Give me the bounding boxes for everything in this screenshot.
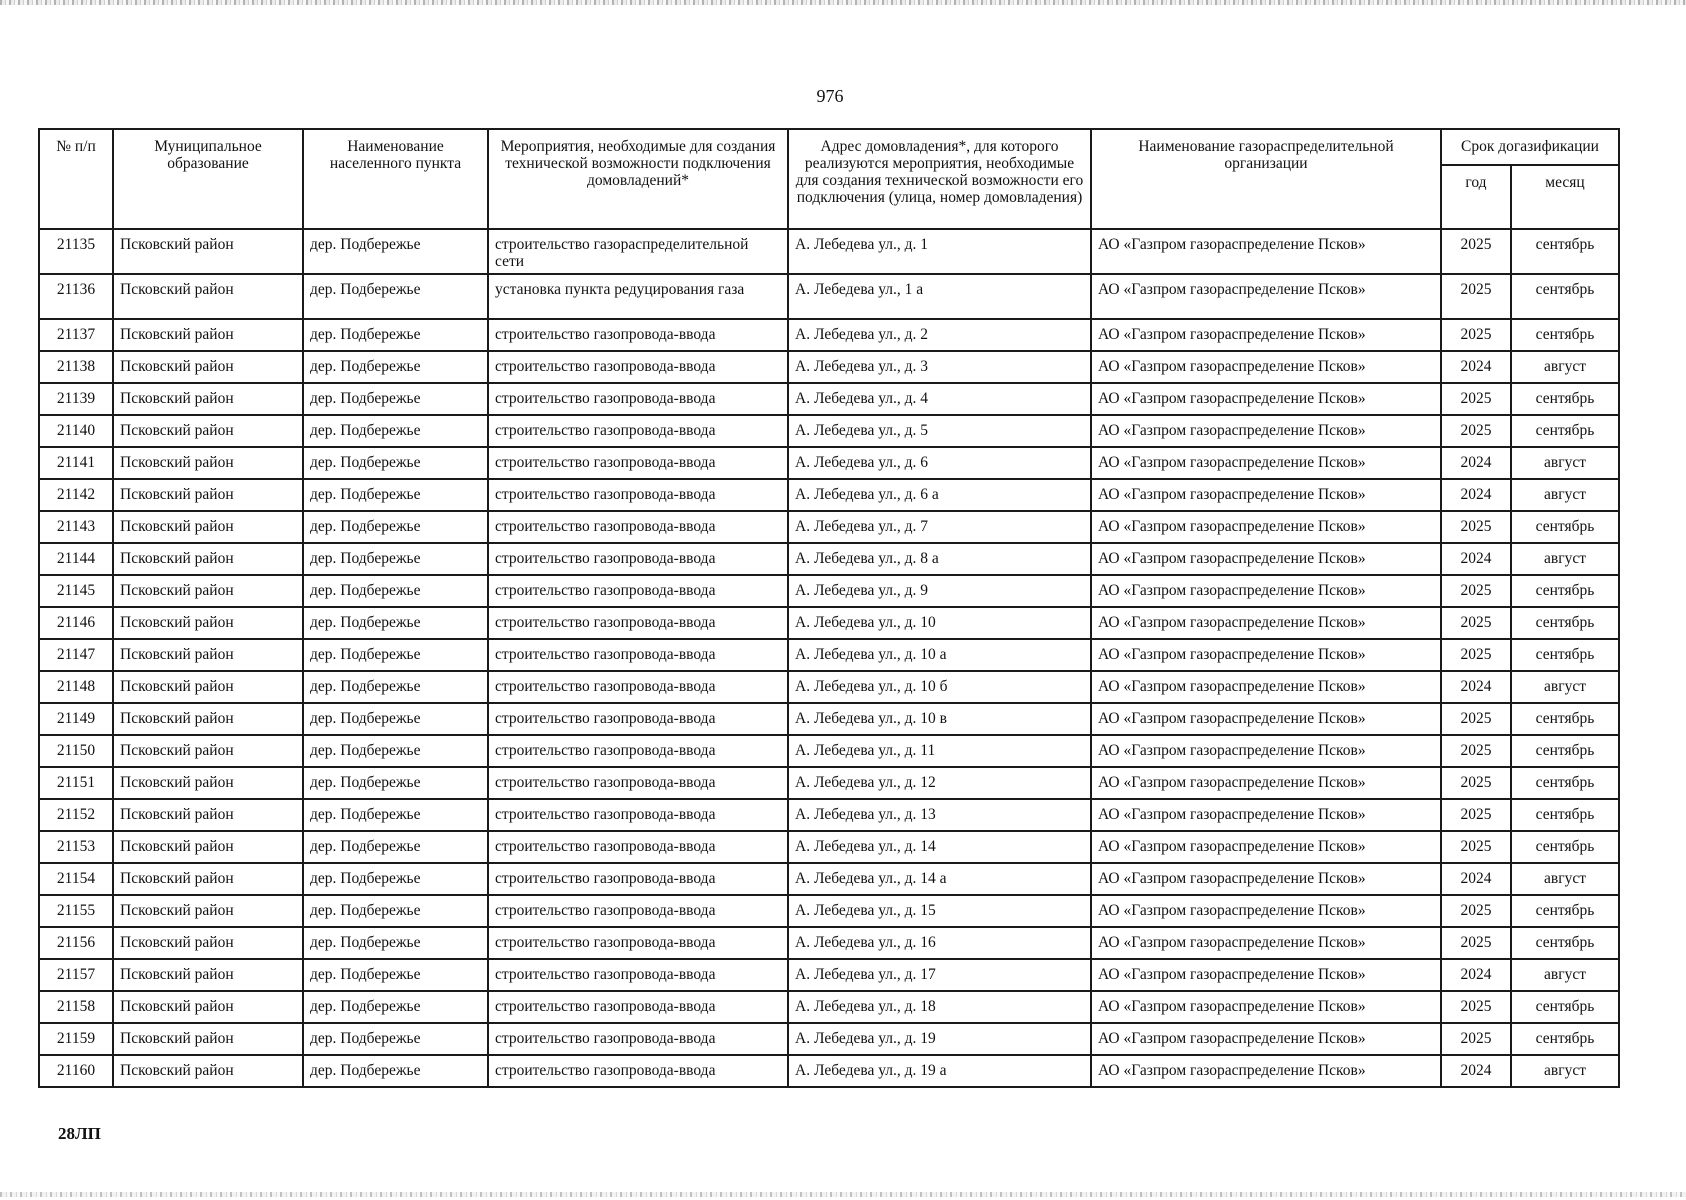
table-row	[39, 735, 1619, 767]
table-row	[39, 383, 1619, 415]
cell-settlement: дер. Подбережье	[303, 991, 488, 1023]
cell-municipality: Псковский район	[113, 1055, 303, 1087]
cell-year: 2025	[1441, 607, 1511, 639]
cell-organization: АО «Газпром газораспределение Псков»	[1091, 959, 1441, 991]
table-body	[39, 229, 1619, 1087]
cell-number: 21144	[39, 543, 113, 575]
cell-settlement: дер. Подбережье	[303, 959, 488, 991]
cell-address: А. Лебедева ул., д. 10 в	[788, 703, 1091, 735]
cell-organization: АО «Газпром газораспределение Псков»	[1091, 1055, 1441, 1087]
cell-settlement: дер. Подбережье	[303, 927, 488, 959]
cell-organization: АО «Газпром газораспределение Псков»	[1091, 735, 1441, 767]
cell-month: сентябрь	[1511, 831, 1619, 863]
table-row	[39, 479, 1619, 511]
cell-municipality: Псковский район	[113, 991, 303, 1023]
cell-number: 21136	[39, 274, 113, 319]
cell-address: А. Лебедева ул., д. 4	[788, 383, 1091, 415]
cell-address: А. Лебедева ул., д. 6 а	[788, 479, 1091, 511]
cell-month: сентябрь	[1511, 1023, 1619, 1055]
cell-number: 21153	[39, 831, 113, 863]
cell-month: август	[1511, 863, 1619, 895]
cell-municipality: Псковский район	[113, 831, 303, 863]
cell-number: 21137	[39, 319, 113, 351]
cell-organization: АО «Газпром газораспределение Псков»	[1091, 415, 1441, 447]
table-row	[39, 575, 1619, 607]
header-organization: Наименование газораспределительной организации	[1091, 129, 1441, 229]
cell-month: сентябрь	[1511, 575, 1619, 607]
cell-settlement: дер. Подбережье	[303, 575, 488, 607]
cell-organization: АО «Газпром газораспределение Псков»	[1091, 274, 1441, 319]
cell-number: 21141	[39, 447, 113, 479]
cell-measure: строительство газопровода-ввода	[488, 767, 788, 799]
header-address: Адрес домовладения*, для которого реализуются мероприятия, необходимые для создания технической возможности его подключения (улица, номер домовладения)	[788, 129, 1091, 229]
cell-month: сентябрь	[1511, 607, 1619, 639]
cell-number: 21140	[39, 415, 113, 447]
cell-settlement: дер. Подбережье	[303, 735, 488, 767]
cell-settlement: дер. Подбережье	[303, 895, 488, 927]
cell-organization: АО «Газпром газораспределение Псков»	[1091, 703, 1441, 735]
cell-settlement: дер. Подбережье	[303, 1023, 488, 1055]
table-row	[39, 415, 1619, 447]
scan-edge-bottom	[0, 1192, 1686, 1197]
cell-number: 21148	[39, 671, 113, 703]
cell-month: сентябрь	[1511, 991, 1619, 1023]
cell-measure: установка пункта редуцирования газа	[488, 274, 788, 319]
cell-settlement: дер. Подбережье	[303, 639, 488, 671]
cell-measure: строительство газопровода-ввода	[488, 863, 788, 895]
cell-year: 2024	[1441, 543, 1511, 575]
cell-measure: строительство газопровода-ввода	[488, 639, 788, 671]
cell-measure: строительство газопровода-ввода	[488, 607, 788, 639]
cell-year: 2025	[1441, 415, 1511, 447]
cell-organization: АО «Газпром газораспределение Псков»	[1091, 351, 1441, 383]
cell-address: А. Лебедева ул., д. 14 а	[788, 863, 1091, 895]
table-row	[39, 799, 1619, 831]
cell-organization: АО «Газпром газораспределение Псков»	[1091, 831, 1441, 863]
cell-address: А. Лебедева ул., д. 5	[788, 415, 1091, 447]
table-row	[39, 1023, 1619, 1055]
cell-settlement: дер. Подбережье	[303, 607, 488, 639]
cell-year: 2025	[1441, 274, 1511, 319]
cell-year: 2025	[1441, 991, 1511, 1023]
cell-year: 2025	[1441, 831, 1511, 863]
cell-year: 2024	[1441, 447, 1511, 479]
scan-edge-top	[0, 0, 1686, 5]
cell-organization: АО «Газпром газораспределение Псков»	[1091, 447, 1441, 479]
cell-year: 2025	[1441, 575, 1511, 607]
cell-year: 2025	[1441, 229, 1511, 274]
table-row	[39, 671, 1619, 703]
cell-year: 2025	[1441, 639, 1511, 671]
header-year: год	[1441, 165, 1511, 229]
cell-municipality: Псковский район	[113, 959, 303, 991]
cell-municipality: Псковский район	[113, 767, 303, 799]
cell-organization: АО «Газпром газораспределение Псков»	[1091, 639, 1441, 671]
table-row	[39, 863, 1619, 895]
cell-settlement: дер. Подбережье	[303, 671, 488, 703]
table-row	[39, 319, 1619, 351]
cell-organization: АО «Газпром газораспределение Псков»	[1091, 607, 1441, 639]
cell-month: сентябрь	[1511, 799, 1619, 831]
cell-organization: АО «Газпром газораспределение Псков»	[1091, 543, 1441, 575]
cell-municipality: Псковский район	[113, 735, 303, 767]
cell-month: сентябрь	[1511, 735, 1619, 767]
cell-measure: строительство газопровода-ввода	[488, 927, 788, 959]
cell-address: А. Лебедева ул., д. 6	[788, 447, 1091, 479]
cell-measure: строительство газораспределительной сети	[488, 229, 788, 274]
cell-year: 2024	[1441, 479, 1511, 511]
cell-number: 21152	[39, 799, 113, 831]
cell-month: сентябрь	[1511, 383, 1619, 415]
cell-number: 21154	[39, 863, 113, 895]
cell-municipality: Псковский район	[113, 607, 303, 639]
table-row	[39, 511, 1619, 543]
cell-address: А. Лебедева ул., д. 15	[788, 895, 1091, 927]
cell-address: А. Лебедева ул., д. 9	[788, 575, 1091, 607]
cell-settlement: дер. Подбережье	[303, 543, 488, 575]
cell-settlement: дер. Подбережье	[303, 703, 488, 735]
cell-measure: строительство газопровода-ввода	[488, 1023, 788, 1055]
cell-year: 2025	[1441, 767, 1511, 799]
cell-measure: строительство газопровода-ввода	[488, 543, 788, 575]
cell-year: 2024	[1441, 351, 1511, 383]
cell-number: 21149	[39, 703, 113, 735]
table-row	[39, 895, 1619, 927]
cell-year: 2025	[1441, 799, 1511, 831]
cell-address: А. Лебедева ул., д. 13	[788, 799, 1091, 831]
cell-municipality: Псковский район	[113, 671, 303, 703]
cell-number: 21146	[39, 607, 113, 639]
table-row	[39, 1055, 1619, 1087]
cell-measure: строительство газопровода-ввода	[488, 671, 788, 703]
cell-settlement: дер. Подбережье	[303, 863, 488, 895]
cell-municipality: Псковский район	[113, 447, 303, 479]
cell-settlement: дер. Подбережье	[303, 831, 488, 863]
cell-municipality: Псковский район	[113, 415, 303, 447]
cell-measure: строительство газопровода-ввода	[488, 831, 788, 863]
cell-month: сентябрь	[1511, 274, 1619, 319]
cell-settlement: дер. Подбережье	[303, 229, 488, 274]
cell-settlement: дер. Подбережье	[303, 799, 488, 831]
cell-number: 21143	[39, 511, 113, 543]
cell-settlement: дер. Подбережье	[303, 383, 488, 415]
header-settlement: Наименование населенного пункта	[303, 129, 488, 229]
cell-address: А. Лебедева ул., д. 18	[788, 991, 1091, 1023]
cell-municipality: Псковский район	[113, 351, 303, 383]
table-row	[39, 607, 1619, 639]
cell-settlement: дер. Подбережье	[303, 415, 488, 447]
cell-month: сентябрь	[1511, 703, 1619, 735]
header-month: месяц	[1511, 165, 1619, 229]
cell-municipality: Псковский район	[113, 1023, 303, 1055]
cell-organization: АО «Газпром газораспределение Псков»	[1091, 575, 1441, 607]
cell-measure: строительство газопровода-ввода	[488, 991, 788, 1023]
cell-measure: строительство газопровода-ввода	[488, 799, 788, 831]
table-row	[39, 639, 1619, 671]
cell-address: А. Лебедева ул., д. 2	[788, 319, 1091, 351]
cell-measure: строительство газопровода-ввода	[488, 575, 788, 607]
table-row	[39, 274, 1619, 319]
cell-month: август	[1511, 671, 1619, 703]
cell-measure: строительство газопровода-ввода	[488, 383, 788, 415]
cell-number: 21138	[39, 351, 113, 383]
cell-address: А. Лебедева ул., д. 3	[788, 351, 1091, 383]
cell-measure: строительство газопровода-ввода	[488, 895, 788, 927]
cell-month: сентябрь	[1511, 895, 1619, 927]
cell-municipality: Псковский район	[113, 274, 303, 319]
table-row	[39, 927, 1619, 959]
cell-month: август	[1511, 543, 1619, 575]
cell-settlement: дер. Подбережье	[303, 274, 488, 319]
cell-year: 2024	[1441, 1055, 1511, 1087]
table-row	[39, 831, 1619, 863]
cell-year: 2025	[1441, 703, 1511, 735]
cell-address: А. Лебедева ул., д. 17	[788, 959, 1091, 991]
cell-organization: АО «Газпром газораспределение Псков»	[1091, 767, 1441, 799]
cell-municipality: Псковский район	[113, 895, 303, 927]
cell-year: 2024	[1441, 863, 1511, 895]
cell-settlement: дер. Подбережье	[303, 351, 488, 383]
gasification-table	[38, 128, 1620, 1088]
cell-address: А. Лебедева ул., д. 10	[788, 607, 1091, 639]
document-code: 28ЛП	[58, 1124, 101, 1143]
cell-address: А. Лебедева ул., д. 10 б	[788, 671, 1091, 703]
table-row	[39, 991, 1619, 1023]
cell-organization: АО «Газпром газораспределение Псков»	[1091, 895, 1441, 927]
cell-year: 2025	[1441, 319, 1511, 351]
cell-month: август	[1511, 1055, 1619, 1087]
cell-month: август	[1511, 479, 1619, 511]
cell-settlement: дер. Подбережье	[303, 447, 488, 479]
cell-month: сентябрь	[1511, 415, 1619, 447]
cell-number: 21139	[39, 383, 113, 415]
cell-number: 21156	[39, 927, 113, 959]
cell-settlement: дер. Подбережье	[303, 479, 488, 511]
cell-year: 2025	[1441, 895, 1511, 927]
page-number: 976	[816, 86, 844, 106]
cell-municipality: Псковский район	[113, 479, 303, 511]
cell-measure: строительство газопровода-ввода	[488, 735, 788, 767]
cell-address: А. Лебедева ул., д. 11	[788, 735, 1091, 767]
cell-municipality: Псковский район	[113, 511, 303, 543]
cell-month: сентябрь	[1511, 319, 1619, 351]
cell-number: 21155	[39, 895, 113, 927]
header-municipality: Муниципальное образование	[113, 129, 303, 229]
cell-municipality: Псковский район	[113, 229, 303, 274]
cell-number: 21150	[39, 735, 113, 767]
cell-address: А. Лебедева ул., д. 7	[788, 511, 1091, 543]
cell-number: 21160	[39, 1055, 113, 1087]
cell-measure: строительство газопровода-ввода	[488, 447, 788, 479]
cell-measure: строительство газопровода-ввода	[488, 351, 788, 383]
cell-municipality: Псковский район	[113, 319, 303, 351]
cell-organization: АО «Газпром газораспределение Псков»	[1091, 479, 1441, 511]
table-row	[39, 767, 1619, 799]
cell-address: А. Лебедева ул., д. 8 а	[788, 543, 1091, 575]
cell-organization: АО «Газпром газораспределение Псков»	[1091, 671, 1441, 703]
cell-year: 2024	[1441, 959, 1511, 991]
table-row	[39, 447, 1619, 479]
cell-address: А. Лебедева ул., 1 а	[788, 274, 1091, 319]
cell-year: 2025	[1441, 383, 1511, 415]
cell-measure: строительство газопровода-ввода	[488, 319, 788, 351]
cell-measure: строительство газопровода-ввода	[488, 511, 788, 543]
cell-address: А. Лебедева ул., д. 19 а	[788, 1055, 1091, 1087]
cell-organization: АО «Газпром газораспределение Псков»	[1091, 927, 1441, 959]
cell-address: А. Лебедева ул., д. 19	[788, 1023, 1091, 1055]
cell-number: 21135	[39, 229, 113, 274]
cell-organization: АО «Газпром газораспределение Псков»	[1091, 383, 1441, 415]
cell-organization: АО «Газпром газораспределение Псков»	[1091, 1023, 1441, 1055]
cell-measure: строительство газопровода-ввода	[488, 1055, 788, 1087]
cell-organization: АО «Газпром газораспределение Псков»	[1091, 319, 1441, 351]
cell-measure: строительство газопровода-ввода	[488, 703, 788, 735]
cell-month: сентябрь	[1511, 927, 1619, 959]
cell-measure: строительство газопровода-ввода	[488, 479, 788, 511]
cell-month: сентябрь	[1511, 229, 1619, 274]
cell-address: А. Лебедева ул., д. 16	[788, 927, 1091, 959]
cell-municipality: Псковский район	[113, 799, 303, 831]
cell-year: 2025	[1441, 1023, 1511, 1055]
cell-address: А. Лебедева ул., д. 12	[788, 767, 1091, 799]
cell-settlement: дер. Подбережье	[303, 1055, 488, 1087]
cell-month: сентябрь	[1511, 639, 1619, 671]
cell-number: 21142	[39, 479, 113, 511]
cell-month: сентябрь	[1511, 511, 1619, 543]
cell-year: 2025	[1441, 927, 1511, 959]
cell-year: 2025	[1441, 735, 1511, 767]
cell-month: август	[1511, 959, 1619, 991]
cell-municipality: Псковский район	[113, 703, 303, 735]
cell-address: А. Лебедева ул., д. 10 а	[788, 639, 1091, 671]
cell-organization: АО «Газпром газораспределение Псков»	[1091, 799, 1441, 831]
table-row	[39, 543, 1619, 575]
table-row	[39, 351, 1619, 383]
cell-number: 21159	[39, 1023, 113, 1055]
cell-municipality: Псковский район	[113, 639, 303, 671]
cell-number: 21151	[39, 767, 113, 799]
cell-measure: строительство газопровода-ввода	[488, 959, 788, 991]
table-row	[39, 959, 1619, 991]
cell-settlement: дер. Подбережье	[303, 511, 488, 543]
cell-measure: строительство газопровода-ввода	[488, 415, 788, 447]
cell-year: 2025	[1441, 511, 1511, 543]
cell-month: август	[1511, 351, 1619, 383]
table-row	[39, 229, 1619, 274]
cell-month: август	[1511, 447, 1619, 479]
cell-number: 21145	[39, 575, 113, 607]
cell-address: А. Лебедева ул., д. 1	[788, 229, 1091, 274]
header-number: № п/п	[39, 129, 113, 229]
cell-settlement: дер. Подбережье	[303, 319, 488, 351]
cell-month: сентябрь	[1511, 767, 1619, 799]
cell-settlement: дер. Подбережье	[303, 767, 488, 799]
cell-municipality: Псковский район	[113, 927, 303, 959]
cell-number: 21147	[39, 639, 113, 671]
cell-number: 21158	[39, 991, 113, 1023]
cell-number: 21157	[39, 959, 113, 991]
cell-address: А. Лебедева ул., д. 14	[788, 831, 1091, 863]
header-measures: Мероприятия, необходимые для создания технической возможности подключения домовладений*	[488, 129, 788, 229]
cell-organization: АО «Газпром газораспределение Псков»	[1091, 991, 1441, 1023]
cell-organization: АО «Газпром газораспределение Псков»	[1091, 511, 1441, 543]
cell-municipality: Псковский район	[113, 863, 303, 895]
cell-municipality: Псковский район	[113, 575, 303, 607]
cell-municipality: Псковский район	[113, 543, 303, 575]
header-term: Срок догазификации	[1441, 129, 1619, 165]
cell-organization: АО «Газпром газораспределение Псков»	[1091, 863, 1441, 895]
cell-municipality: Псковский район	[113, 383, 303, 415]
cell-year: 2024	[1441, 671, 1511, 703]
cell-organization: АО «Газпром газораспределение Псков»	[1091, 229, 1441, 274]
table-row	[39, 703, 1619, 735]
